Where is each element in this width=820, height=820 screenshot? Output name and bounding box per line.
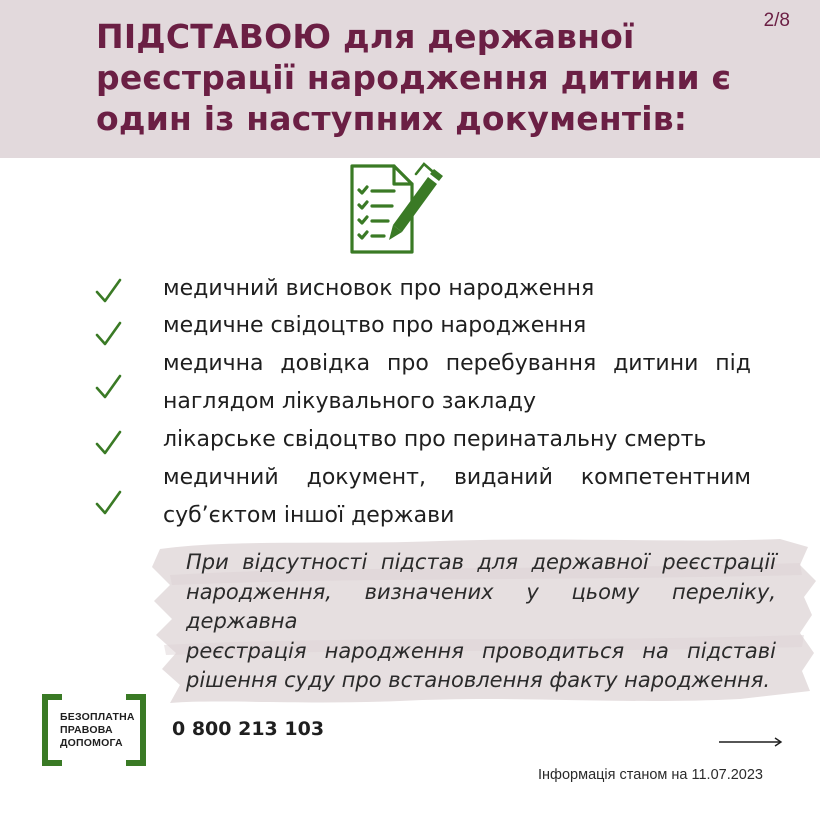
checkmark-icon (94, 373, 122, 401)
title-line: ПІДСТАВОЮ для державної (96, 17, 635, 56)
arrow-right-icon (718, 735, 784, 749)
page-title (96, 16, 736, 139)
list-item-text (163, 270, 751, 308)
list-item-text (163, 459, 751, 535)
logo-line: ДОПОМОГА (60, 737, 123, 749)
document-pen-icon (344, 160, 444, 258)
page-indicator: 2/8 (763, 10, 790, 31)
info-date: Інформація станом на 11.07.2023 (538, 767, 763, 783)
list-item-line: медичне свідоцтво про народження (163, 313, 587, 338)
checkmark-icon (94, 320, 122, 348)
logo-text (60, 711, 140, 750)
list-item-line: медичний документ, виданий компетентним (163, 465, 751, 490)
list-item-text (163, 421, 751, 459)
list-item-line: суб’єктом іншої держави (163, 503, 455, 528)
list-item-line: медична довідка про перебування дитини під (163, 351, 751, 376)
title-line: один із наступних документів: (96, 99, 688, 138)
note-line: реєстрація народження проводиться на підставі (186, 638, 776, 663)
logo-line: БЕЗОПЛАТНА (60, 711, 135, 723)
list-item-line: лікарське свідоцтво про перинатальну смерть (163, 427, 707, 452)
list-item-text (163, 307, 751, 345)
note-line: народження, визначених у цьому переліку, державна (186, 579, 776, 633)
checkmark-icon (94, 277, 122, 305)
checkmark-icon (94, 489, 122, 517)
logo-line: ПРАВОВА (60, 724, 113, 736)
note-line: рішення суду про встановлення факту народження. (186, 668, 771, 692)
note-text (186, 548, 776, 696)
list-item-text (163, 345, 751, 421)
list-item-line: наглядом лікувального закладу (163, 389, 537, 414)
note-line: При відсутності підстав для державної реєстрації (186, 550, 776, 574)
title-line: реєстрації народження дитини є (96, 58, 732, 97)
phone-number: 0 800 213 103 (172, 718, 325, 740)
checkmark-icon (94, 429, 122, 457)
list-item-line: медичний висновок про народження (163, 276, 595, 301)
